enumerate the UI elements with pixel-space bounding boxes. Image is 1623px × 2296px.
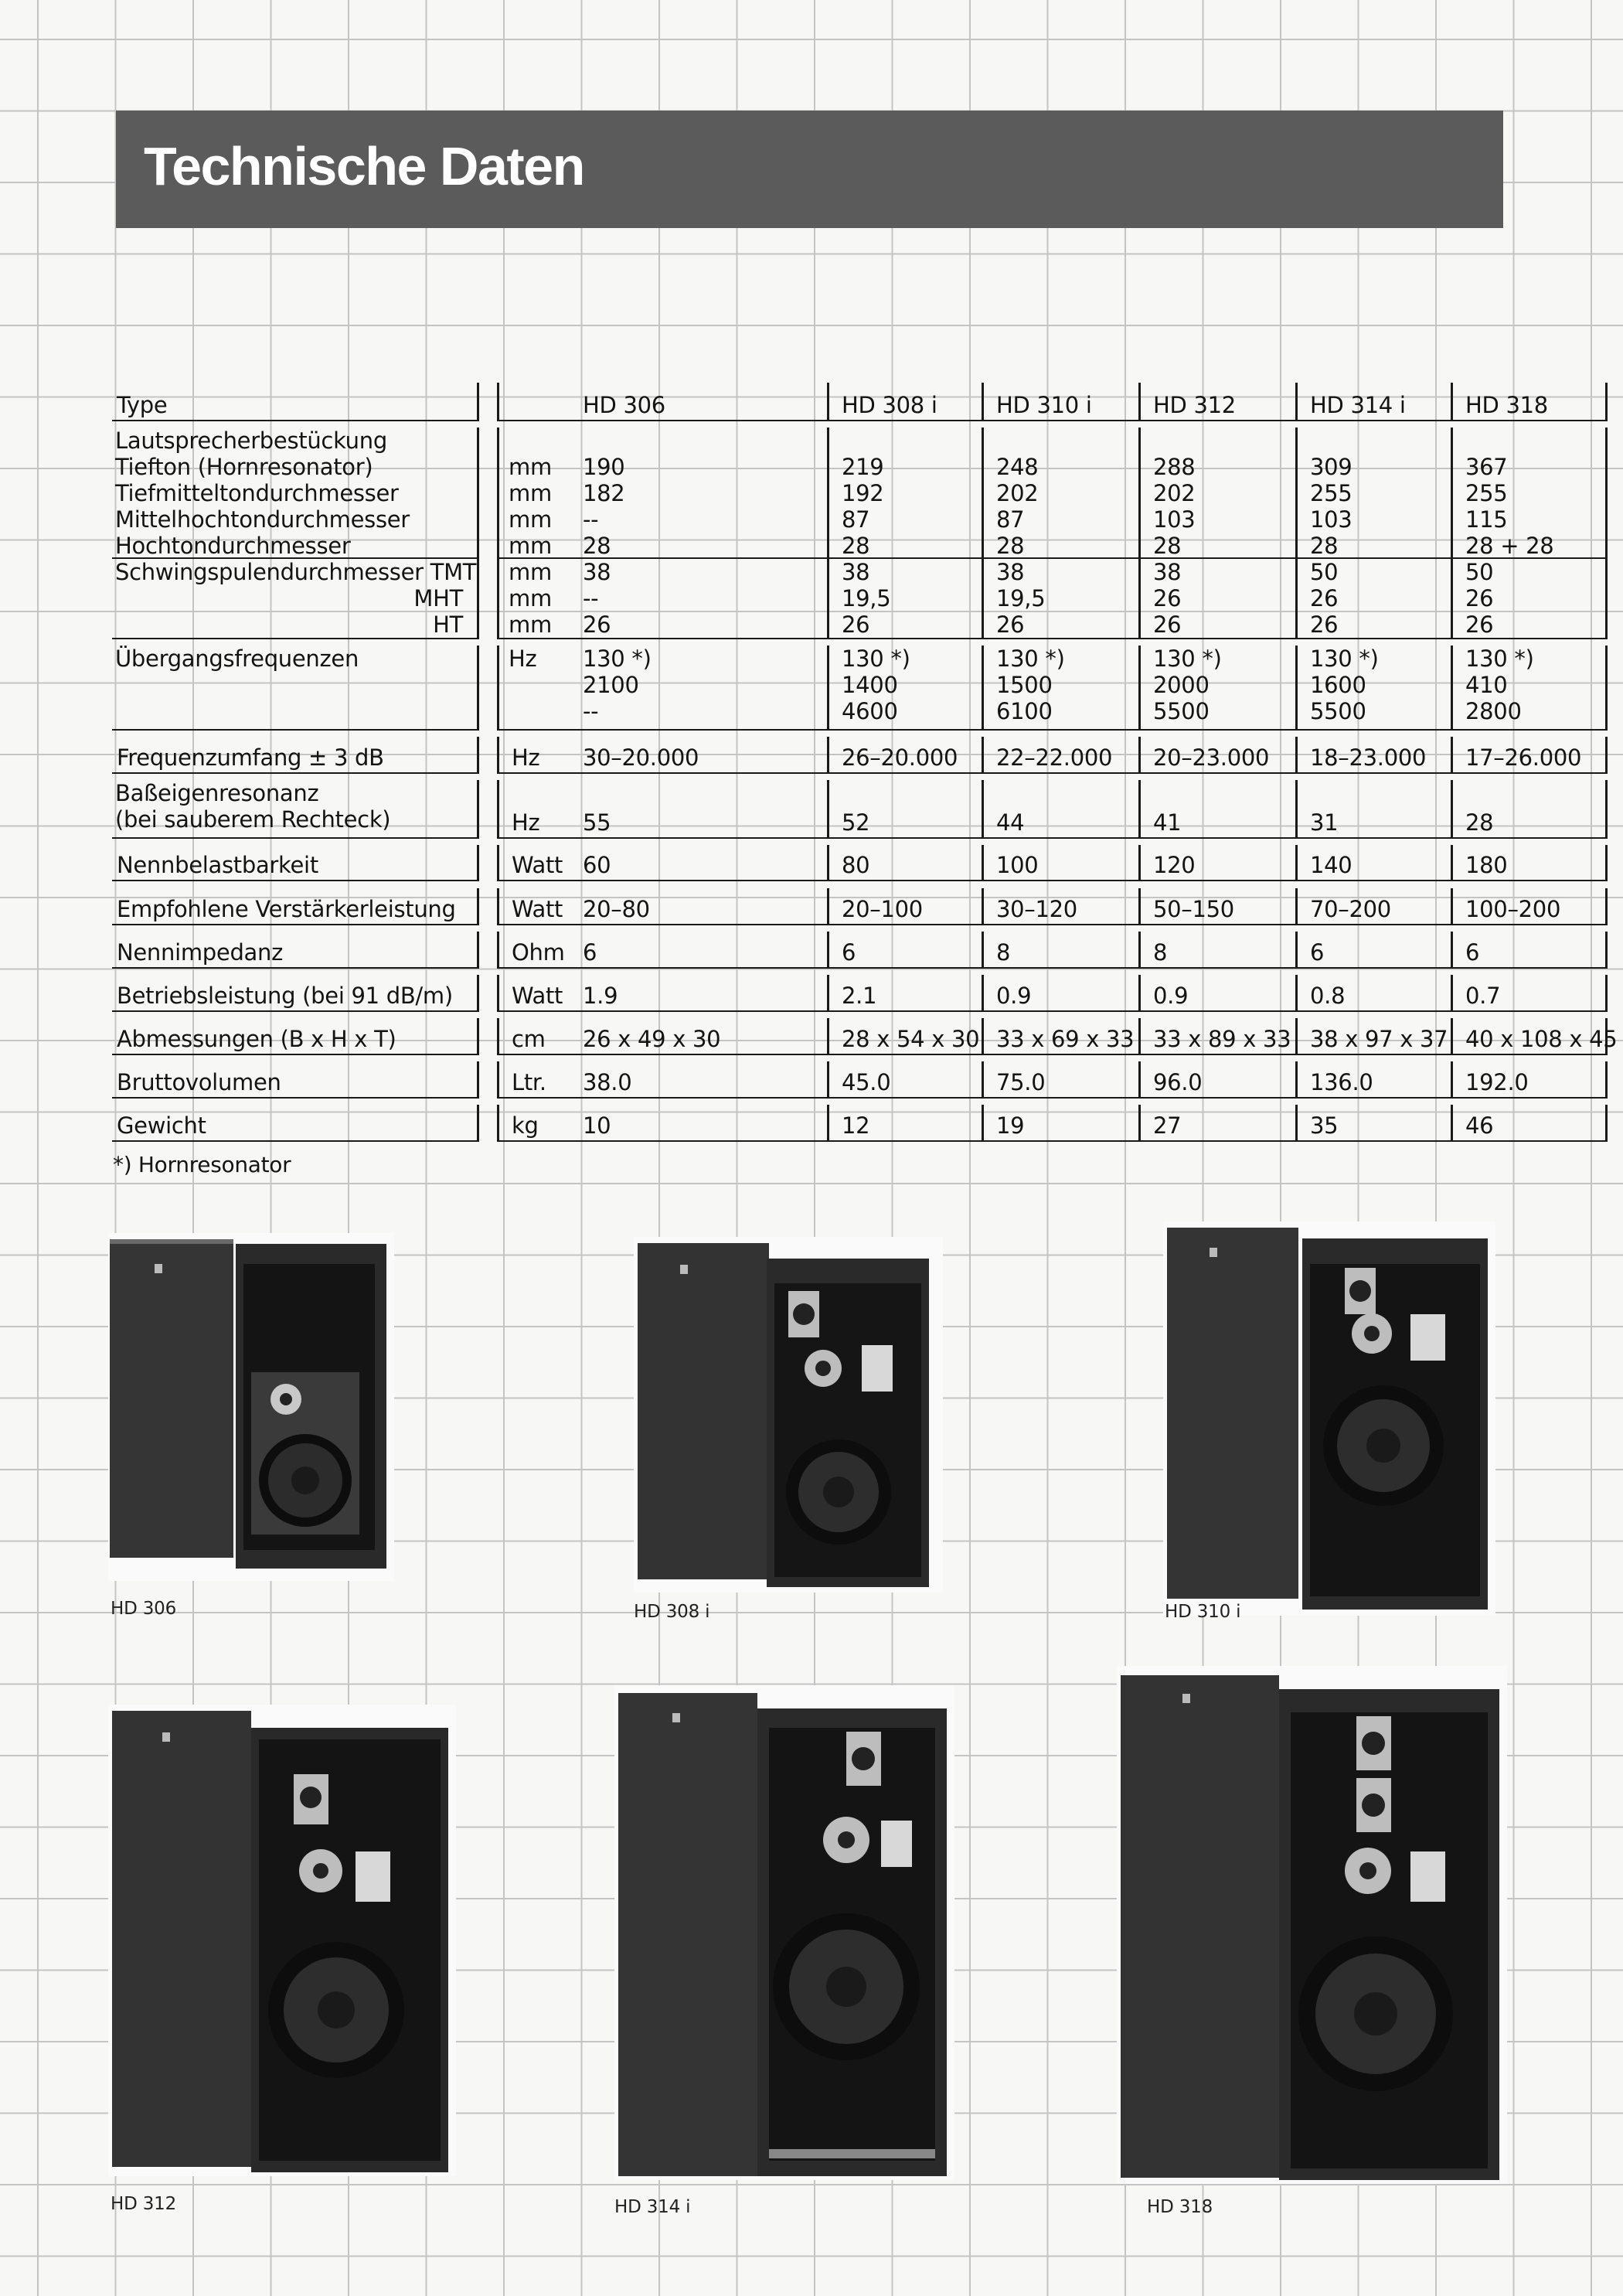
value-line: 2100 <box>583 672 639 698</box>
crossover-row <box>111 646 1534 731</box>
row-unit: Ltr. <box>512 1069 546 1095</box>
value-line: -- <box>583 585 599 611</box>
value-cell <box>1141 932 1298 969</box>
value-line: 50 <box>1465 559 1494 585</box>
value-line <box>1153 428 1295 454</box>
dimensions-row <box>111 1018 1618 1055</box>
value-line <box>1465 428 1605 454</box>
row-unit-cell <box>497 1105 570 1142</box>
value-cell <box>570 780 829 839</box>
value-line: 26 <box>996 611 1025 638</box>
row-value: 0.9 <box>1153 983 1189 1009</box>
driver-units <box>497 428 570 559</box>
row-unit: kg <box>512 1112 539 1139</box>
value-cell <box>1298 428 1453 559</box>
header-band <box>116 111 1503 228</box>
row-value: 30–20.000 <box>583 744 699 771</box>
value-cell <box>984 1061 1141 1099</box>
row-value: 70–200 <box>1310 896 1391 922</box>
value-line: 19,5 <box>842 585 891 611</box>
value-line: 190 <box>583 454 625 480</box>
row-value: 6 <box>583 939 597 966</box>
value-cell <box>1141 646 1298 731</box>
value-line: 130 *) <box>1310 646 1379 672</box>
value-cell <box>829 1061 984 1099</box>
model-header <box>570 383 829 421</box>
value-cell <box>984 975 1141 1012</box>
row-value: 8 <box>996 939 1011 966</box>
row-value: 38.0 <box>583 1069 632 1095</box>
row-value: 28 x 54 x 30 <box>842 1026 980 1052</box>
row-value: 26 x 49 x 30 <box>583 1026 721 1052</box>
value-line: 103 <box>1310 506 1352 533</box>
value-line: 130 *) <box>1153 646 1222 672</box>
row-value: 75.0 <box>996 1069 1046 1095</box>
row-label: Bruttovolumen <box>117 1069 281 1095</box>
row-value: 50–150 <box>1153 896 1234 922</box>
value-cell <box>1298 932 1453 969</box>
row-value: 180 <box>1465 852 1508 878</box>
row-label-cell <box>112 1105 479 1142</box>
bass-resonance-unit-cell <box>497 780 570 839</box>
value-line: 26 <box>842 611 870 638</box>
unit-line: mm <box>509 454 552 480</box>
photo-caption: HD 306 <box>111 1599 177 1619</box>
value-line: 1400 <box>842 672 898 698</box>
value-line: 248 <box>996 454 1039 480</box>
value-line: 255 <box>1465 480 1508 506</box>
value-line: 202 <box>996 480 1039 506</box>
row-value: 1.9 <box>583 983 618 1009</box>
value-line: 50 <box>1310 559 1339 585</box>
label-line: Schwingspulendurchmesser TMT <box>115 559 477 585</box>
speaker-photo-hd306 <box>108 1233 394 1581</box>
value-cell <box>984 845 1141 881</box>
row-value: 46 <box>1465 1112 1494 1139</box>
value-line: 130 *) <box>996 646 1065 672</box>
row-label-cell <box>112 888 479 925</box>
value-line: 130 *) <box>583 646 652 672</box>
driver-labels <box>112 428 479 559</box>
label-line: MHT <box>413 585 463 611</box>
row-value: 120 <box>1153 852 1196 878</box>
value-cell <box>829 845 984 881</box>
value-cell <box>984 646 1141 731</box>
value-cell <box>1298 1018 1453 1055</box>
label-line: Tiefmitteltondurchmesser <box>115 480 399 506</box>
freq-range-unit-cell <box>497 737 570 774</box>
value-line: 38 <box>842 559 870 585</box>
row-unit: Hz <box>512 744 540 771</box>
value-line: -- <box>583 506 599 533</box>
model-header <box>1453 383 1608 421</box>
value-cell <box>1453 1061 1608 1099</box>
value-line: 4600 <box>842 698 898 724</box>
value-line: 182 <box>583 480 625 506</box>
value-cell <box>1298 1105 1453 1142</box>
value-cell <box>1453 646 1608 731</box>
value-cell <box>1298 780 1453 839</box>
value-cell <box>570 1018 829 1055</box>
row-value: 31 <box>1310 809 1339 836</box>
row-label-cell <box>112 975 479 1012</box>
row-value: 33 x 69 x 33 <box>996 1026 1135 1052</box>
value-cell <box>570 737 829 774</box>
value-line: 19,5 <box>996 585 1046 611</box>
value-line: 309 <box>1310 454 1352 480</box>
value-cell <box>1298 559 1453 639</box>
row-value: 80 <box>842 852 870 878</box>
crossover-label-cell <box>112 646 479 731</box>
unit-line <box>509 428 570 454</box>
value-line: 192 <box>842 480 884 506</box>
row-unit: Watt <box>512 983 563 1009</box>
row-unit: Ohm <box>512 939 565 966</box>
row-value: 19 <box>996 1112 1025 1139</box>
unit-line: mm <box>509 480 552 506</box>
row-value: 27 <box>1153 1112 1182 1139</box>
value-cell <box>829 1018 984 1055</box>
row-unit-cell <box>497 975 570 1012</box>
value-line: 26 <box>1310 611 1339 638</box>
value-cell <box>984 737 1141 774</box>
value-line: 2000 <box>1153 672 1210 698</box>
row-value: 20–80 <box>583 896 650 922</box>
row-label: Nennbelastbarkeit <box>117 852 318 878</box>
value-cell <box>570 932 829 969</box>
value-line <box>583 428 827 454</box>
label-line: Mittelhochtondurchmesser <box>115 506 410 533</box>
value-line: 38 <box>996 559 1025 585</box>
page-title: Technische Daten <box>144 136 584 196</box>
row-label-cell <box>112 845 479 881</box>
value-line: 26 <box>1465 585 1494 611</box>
model-name: HD 306 <box>583 392 665 418</box>
value-line: 410 <box>1465 672 1508 698</box>
driver-row <box>111 428 1554 559</box>
row-label: Betriebsleistung (bei 91 dB/m) <box>117 983 453 1009</box>
footnote: *) Hornresonator <box>113 1152 291 1177</box>
label-line: Übergangsfrequenzen <box>115 646 359 672</box>
model-name: HD 318 <box>1465 392 1548 418</box>
impedance-row <box>111 932 1517 969</box>
value-line: 130 *) <box>842 646 910 672</box>
value-cell <box>1453 845 1608 881</box>
row-unit-cell <box>497 1061 570 1099</box>
row-value: 0.7 <box>1465 983 1501 1009</box>
row-value: 30–120 <box>996 896 1077 922</box>
value-line: 2800 <box>1465 698 1522 724</box>
value-cell <box>1453 737 1608 774</box>
row-label: Nennimpedanz <box>117 939 284 966</box>
volume-row <box>111 1061 1529 1099</box>
value-cell <box>829 932 984 969</box>
row-value: 55 <box>583 809 611 836</box>
value-cell <box>1453 932 1608 969</box>
row-unit-cell <box>497 888 570 925</box>
value-cell <box>984 559 1141 639</box>
value-line: 28 <box>583 533 611 559</box>
model-header <box>984 383 1141 421</box>
value-cell <box>570 559 829 639</box>
row-unit-cell <box>497 1018 570 1055</box>
value-cell <box>984 428 1141 559</box>
value-cell <box>984 780 1141 839</box>
value-line <box>842 428 982 454</box>
value-cell <box>1453 975 1608 1012</box>
label-line: Baßeigenresonanz <box>115 780 319 806</box>
value-cell <box>1141 845 1298 881</box>
row-value: 6 <box>842 939 856 966</box>
value-cell <box>570 845 829 881</box>
row-unit-cell <box>497 845 570 881</box>
value-cell <box>829 646 984 731</box>
value-cell <box>1298 1061 1453 1099</box>
value-line: 28 + 28 <box>1465 533 1554 559</box>
row-value: 192.0 <box>1465 1069 1529 1095</box>
value-line: 26 <box>583 611 611 638</box>
row-value: 20–23.000 <box>1153 744 1270 771</box>
value-line: 255 <box>1310 480 1352 506</box>
value-cell <box>1298 646 1453 731</box>
freq-range-label-cell <box>112 737 479 774</box>
row-value: 33 x 89 x 33 <box>1153 1026 1291 1052</box>
model-name: HD 308 i <box>842 392 937 418</box>
value-line: 38 <box>583 559 611 585</box>
row-value: 20–100 <box>842 896 923 922</box>
value-cell <box>829 428 984 559</box>
model-header <box>1298 383 1453 421</box>
row-value: 41 <box>1153 809 1182 836</box>
row-value: 100–200 <box>1465 896 1561 922</box>
row-value: 18–23.000 <box>1310 744 1427 771</box>
row-value: 10 <box>583 1112 611 1139</box>
value-line: 5500 <box>1153 698 1210 724</box>
model-header <box>1141 383 1298 421</box>
value-cell <box>1298 975 1453 1012</box>
type-row <box>111 383 1548 421</box>
row-value: 35 <box>1310 1112 1339 1139</box>
row-value: 45.0 <box>842 1069 891 1095</box>
value-line <box>996 428 1138 454</box>
value-cell <box>570 646 829 731</box>
value-cell <box>1141 1061 1298 1099</box>
unit-line: mm <box>509 585 552 611</box>
spec-table <box>111 383 1618 1156</box>
type-label: Type <box>117 392 168 418</box>
value-cell <box>1141 737 1298 774</box>
model-header <box>829 383 984 421</box>
row-value: 17–26.000 <box>1465 744 1582 771</box>
weight-row <box>111 1105 1517 1142</box>
value-line: 130 *) <box>1465 646 1534 672</box>
value-cell <box>570 428 829 559</box>
value-line: 367 <box>1465 454 1508 480</box>
model-name: HD 310 i <box>996 392 1092 418</box>
photo-caption: HD 308 i <box>634 1602 710 1622</box>
type-label-cell <box>112 383 479 421</box>
bass-resonance-label-cell <box>112 780 479 839</box>
row-value: 6 <box>1465 939 1480 966</box>
value-cell <box>829 1105 984 1142</box>
photo-caption: HD 318 <box>1147 2197 1213 2217</box>
value-cell <box>570 888 829 925</box>
unit-line: mm <box>509 611 552 638</box>
value-cell <box>829 975 984 1012</box>
row-value: 22–22.000 <box>996 744 1113 771</box>
photo-caption: HD 312 <box>111 2194 177 2214</box>
value-cell <box>1453 1018 1618 1055</box>
value-line: 103 <box>1153 506 1196 533</box>
row-value: 8 <box>1153 939 1168 966</box>
value-cell <box>1141 780 1298 839</box>
value-line: 28 <box>842 533 870 559</box>
value-line: -- <box>583 698 599 724</box>
value-line: 87 <box>842 506 870 533</box>
row-value: 6 <box>1310 939 1325 966</box>
value-cell <box>1141 975 1298 1012</box>
freq-range-row <box>111 737 1582 774</box>
label-line: Hochtondurchmesser <box>115 533 351 559</box>
row-value: 44 <box>996 809 1025 836</box>
speaker-photo-hd310i <box>1163 1221 1495 1616</box>
value-cell <box>570 1105 829 1142</box>
photo-caption: HD 314 i <box>614 2197 691 2217</box>
label-line: Tiefton (Hornresonator) <box>115 454 373 480</box>
photo-caption: HD 310 i <box>1165 1602 1241 1622</box>
row-label: Frequenzumfang ± 3 dB <box>117 744 384 771</box>
row-value: 96.0 <box>1153 1069 1203 1095</box>
value-cell <box>829 780 984 839</box>
voice-coil-labels <box>112 559 479 639</box>
row-label: Gewicht <box>117 1112 206 1139</box>
row-value: 12 <box>842 1112 870 1139</box>
value-cell <box>570 1061 829 1099</box>
value-cell <box>1453 780 1608 839</box>
value-line: 219 <box>842 454 884 480</box>
row-value: 0.8 <box>1310 983 1346 1009</box>
value-cell <box>1141 1105 1298 1142</box>
row-value: 136.0 <box>1310 1069 1373 1095</box>
value-line: 26 <box>1153 585 1182 611</box>
model-name: HD 314 i <box>1310 392 1406 418</box>
value-cell <box>1298 737 1453 774</box>
value-cell <box>1453 1105 1608 1142</box>
unit-line: Hz <box>509 646 537 672</box>
value-line: 28 <box>1153 533 1182 559</box>
value-cell <box>1453 428 1608 559</box>
row-value: 26–20.000 <box>842 744 958 771</box>
value-cell <box>1141 1018 1298 1055</box>
value-line: 1500 <box>996 672 1053 698</box>
value-line: 26 <box>1465 611 1494 638</box>
value-cell <box>1141 559 1298 639</box>
value-line: 26 <box>1310 585 1339 611</box>
power-rating-row <box>111 845 1517 881</box>
row-value: 2.1 <box>842 983 877 1009</box>
unit-line: mm <box>509 559 552 585</box>
row-unit: Watt <box>512 896 563 922</box>
value-line: 6100 <box>996 698 1053 724</box>
value-cell <box>1298 888 1453 925</box>
value-line: 28 <box>996 533 1025 559</box>
voice-coil-row <box>111 559 1517 639</box>
row-value: 0.9 <box>996 983 1032 1009</box>
speaker-photo-hd312 <box>108 1705 456 2176</box>
row-value: 100 <box>996 852 1039 878</box>
value-cell <box>984 888 1141 925</box>
value-cell <box>1298 845 1453 881</box>
value-cell <box>1453 888 1608 925</box>
row-value: 28 <box>1465 809 1494 836</box>
value-cell <box>829 737 984 774</box>
label-line: (bei sauberem Rechteck) <box>115 806 391 833</box>
row-value: 40 x 108 x 45 <box>1465 1026 1618 1052</box>
crossover-unit-cell <box>497 646 570 731</box>
row-value: 140 <box>1310 852 1352 878</box>
row-value: 38 x 97 x 37 <box>1310 1026 1448 1052</box>
value-line: 288 <box>1153 454 1196 480</box>
unit-cell <box>497 383 570 421</box>
value-cell <box>1141 888 1298 925</box>
row-value: 60 <box>583 852 611 878</box>
value-line: 1600 <box>1310 672 1366 698</box>
label-line: Lautsprecherbestückung <box>115 428 387 454</box>
value-cell <box>984 932 1141 969</box>
speaker-photo-hd314i <box>614 1685 954 2180</box>
row-unit: Watt <box>512 852 563 878</box>
row-label-cell <box>112 932 479 969</box>
row-unit: Hz <box>512 809 540 836</box>
row-label: Empfohlene Verstärkerleistung <box>117 896 456 922</box>
row-label-cell <box>112 1061 479 1099</box>
row-unit-cell <box>497 932 570 969</box>
value-line: 87 <box>996 506 1025 533</box>
value-cell <box>984 1018 1141 1055</box>
value-cell <box>1453 559 1608 639</box>
voice-coil-units <box>497 559 570 639</box>
value-cell <box>984 1105 1141 1142</box>
value-line: 28 <box>1310 533 1339 559</box>
unit-line: mm <box>509 506 552 533</box>
bass-resonance-row <box>111 780 1517 839</box>
row-label: Abmessungen (B x H x T) <box>117 1026 396 1052</box>
value-line: 26 <box>1153 611 1182 638</box>
row-unit: cm <box>512 1026 546 1052</box>
row-label-cell <box>112 1018 479 1055</box>
model-name: HD 312 <box>1153 392 1236 418</box>
value-line: 202 <box>1153 480 1196 506</box>
speaker-photo-hd318 <box>1117 1666 1507 2184</box>
unit-line: mm <box>509 533 552 559</box>
value-cell <box>1141 428 1298 559</box>
label-line: HT <box>433 611 463 638</box>
row-value: 52 <box>842 809 870 836</box>
operating-power-row <box>111 975 1517 1012</box>
value-line: 5500 <box>1310 698 1366 724</box>
value-cell <box>829 888 984 925</box>
value-cell <box>829 559 984 639</box>
value-line: 115 <box>1465 506 1508 533</box>
value-line <box>1310 428 1451 454</box>
amp-power-row <box>111 888 1561 925</box>
value-line: 38 <box>1153 559 1182 585</box>
value-cell <box>570 975 829 1012</box>
speaker-photo-hd308i <box>634 1237 943 1593</box>
